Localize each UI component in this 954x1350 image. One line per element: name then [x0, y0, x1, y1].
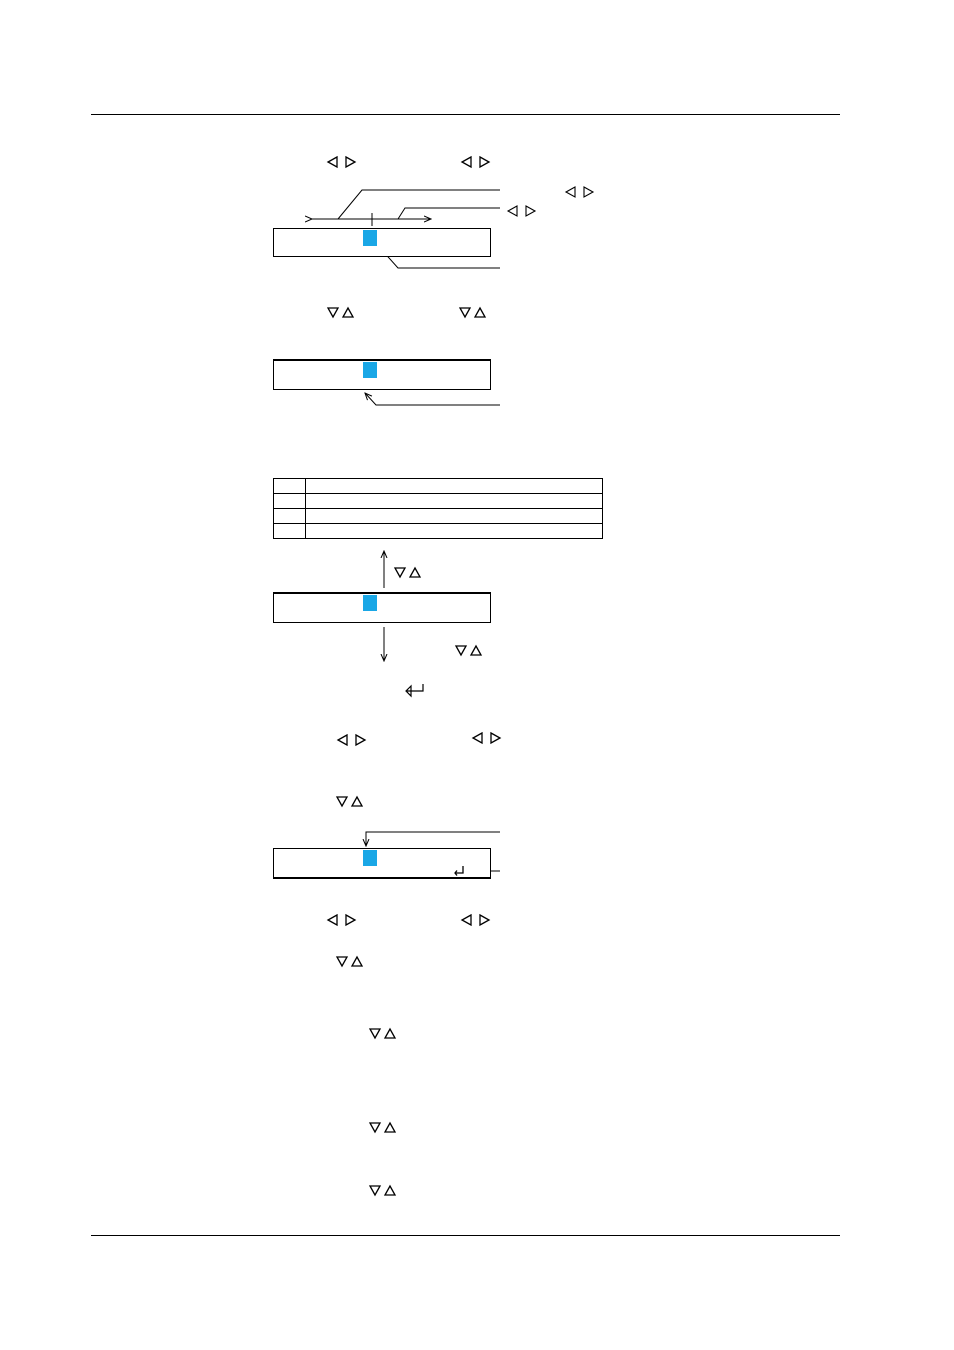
callout-line-cursor-2	[365, 393, 500, 405]
table-row	[274, 494, 603, 509]
left-right-arrow-keys-icon	[337, 734, 367, 746]
down-up-arrow-keys-icon	[336, 956, 364, 968]
table-row	[274, 524, 603, 539]
character-table	[273, 478, 603, 539]
left-right-arrow-keys-icon	[461, 156, 491, 168]
down-up-arrow-keys-icon	[394, 567, 422, 579]
left-right-arrow-keys-icon	[327, 914, 357, 926]
down-up-arrow-keys-icon	[369, 1122, 397, 1134]
callout-line-b	[398, 208, 500, 219]
cursor-block	[363, 850, 377, 866]
down-up-arrow-keys-icon	[455, 645, 483, 657]
left-right-arrow-keys-icon	[565, 186, 595, 198]
lcd-display-1	[273, 228, 491, 257]
header-rule	[91, 114, 840, 115]
down-up-arrow-keys-icon	[336, 796, 364, 808]
table-row	[274, 479, 603, 494]
callout-line-cursor-4	[366, 832, 500, 846]
left-right-arrow-keys-icon	[461, 914, 491, 926]
down-up-arrow-keys-icon	[369, 1185, 397, 1197]
lcd-display-2	[273, 359, 491, 390]
left-right-arrow-keys-icon	[327, 156, 357, 168]
table-row	[274, 509, 603, 524]
footer-rule	[91, 1235, 840, 1236]
cursor-block	[363, 230, 377, 246]
callout-line-a	[338, 190, 500, 219]
left-right-arrow-keys-icon	[507, 205, 537, 217]
cursor-block	[363, 362, 377, 378]
left-right-arrow-keys-icon	[472, 732, 502, 744]
down-up-arrow-keys-icon	[327, 307, 355, 319]
cursor-block	[363, 595, 377, 611]
down-up-arrow-keys-icon	[369, 1028, 397, 1040]
lcd-display-4	[273, 848, 491, 879]
down-up-arrow-keys-icon	[459, 307, 487, 319]
return-mark-icon	[454, 866, 465, 876]
enter-key-icon	[404, 683, 426, 697]
lcd-display-3	[273, 592, 491, 623]
